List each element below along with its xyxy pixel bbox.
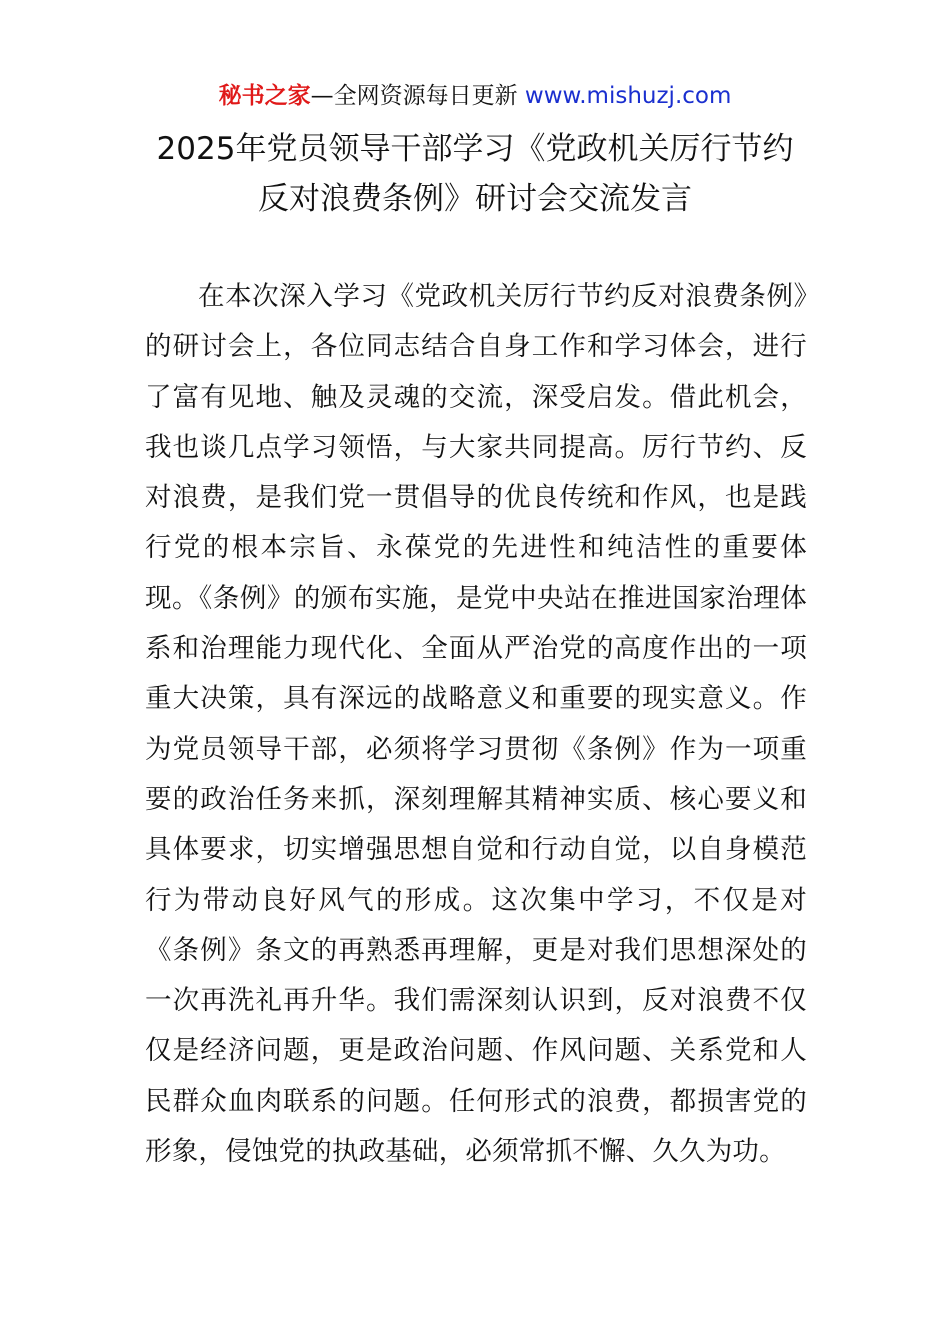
document-title [100, 124, 850, 224]
document-title-line-1: 2025年党员领导干部学习《党政机关厉行节约 [156, 131, 794, 167]
site-name: 秘书之家 [218, 83, 311, 109]
document-title-line-2: 反对浪费条例》研讨会交流发言 [258, 181, 692, 217]
body-paragraph: 在本次深入学习《党政机关厉行节约反对浪费条例》的研讨会上，各位同志结合自身工作和学习体会，进行了富有见地、触及灵魂的交流，深受启发。借此机会，我也谈几点学习领悟，与大家共同提高。厉行节约、反对浪费，是我们党一贯倡导的优良传统和作风，也是践行党的根本宗旨、永葆党的先进性和纯洁性的重要体现。《条例》的颁布实施，是党中央站在推进国家治理体系和治理能力现代化、全面从严治党的高度作出的一项重大决策，具有深远的战略意义和重要的现实意义。作为党员领导干部，必须将学习贯彻《条例》作为一项重要的政治任务来抓，深刻理解其精神实质、核心要义和具体要求，切实增强思想自觉和行动自觉，以自身模范行为带动良好风气的形成。这次集中学习，不仅是对《条例》条文的再熟悉再理解，更是对我们思想深处的一次再洗礼再升华。我们需深刻认识到，反对浪费不仅仅是经济问题，更是政治问题、作风问题、关系党和人民群众血肉联系的问题。任何形式的浪费，都损害党的形象，侵蚀党的执政基础，必须常抓不懈、久久为功。 [145, 281, 807, 1168]
site-slogan: —全网资源每日更新 [310, 83, 525, 109]
site-header [0, 78, 950, 114]
site-url-link[interactable]: www.mishuzj.com [524, 83, 732, 109]
